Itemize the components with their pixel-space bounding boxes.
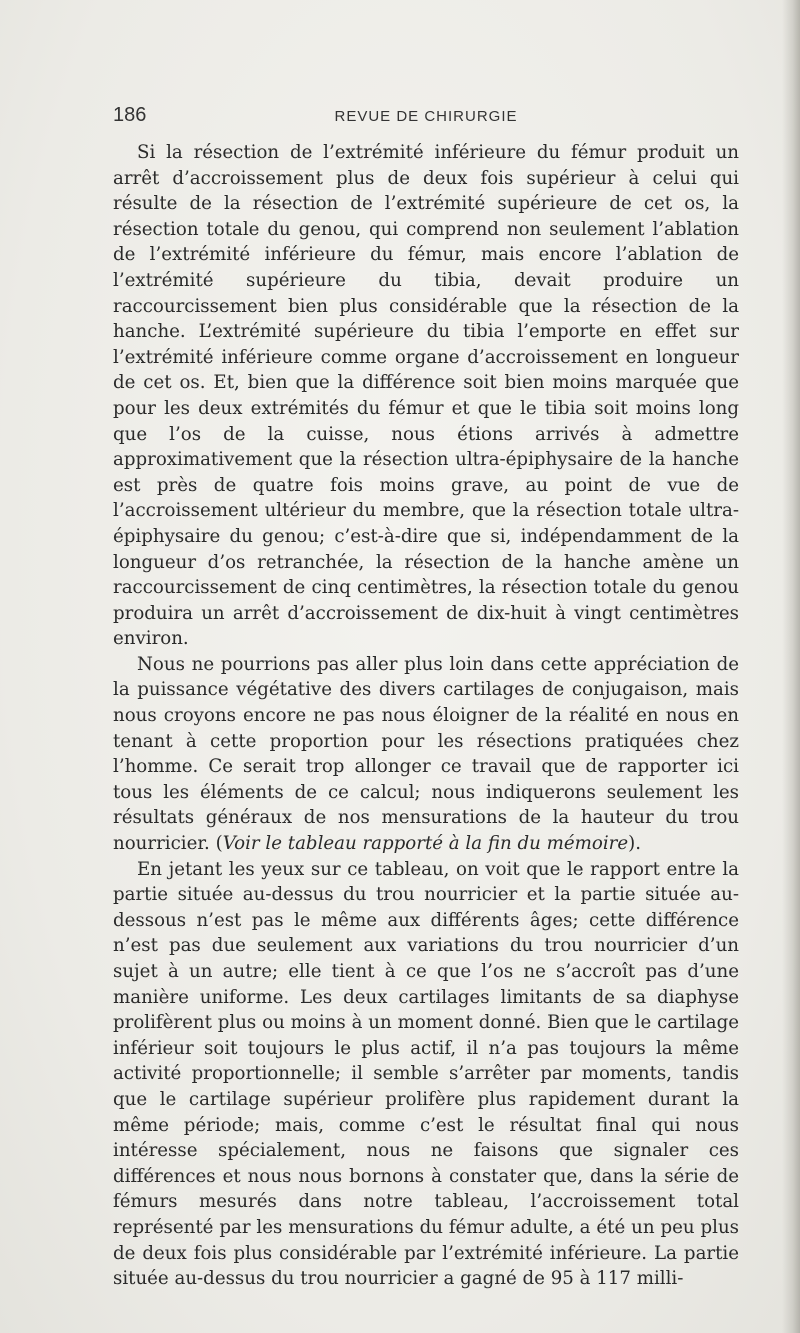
running-title: REVUE DE CHIRURGIE bbox=[334, 108, 518, 125]
table-reference: Voir le tableau rapporté à la fin du mémoire bbox=[222, 833, 629, 855]
page-number: 186 bbox=[113, 104, 147, 126]
paragraph-2-end: ). bbox=[628, 833, 642, 855]
body-text bbox=[113, 140, 739, 1292]
paragraph-2-text: Nous ne pourrions pas aller plus loin dans cette appréciation de la puissance végétative des divers cartilages de conjugaison, mais nous croyons encore ne pas nous éloigner de la réalité en nous en tenant à cette proportion pour les résections pratiquées chez l’homme. Ce serait trop allonger ce travail que de rapporter ici tous les éléments de ce calcul; nous indiquerons seulement les résultats généraux de nos mensurations de la hauteur du trou nourricier. ( bbox=[113, 653, 739, 855]
paragraph-2 bbox=[113, 652, 739, 857]
paragraph-3: En jetant les yeux sur ce tableau, on voit que le rapport entre la partie située au-dessus du trou nourricier et la partie située au-dessous n’est pas le même aux différents âges; cette différence n’est pas due seulement aux variations du trou nourricier d’un sujet à un autre; elle tient à ce que l’os ne s’accroît pas d’une manière uniforme. Les deux cartilages limitants de sa diaphyse prolifèrent plus ou moins à un moment donné. Bien que le cartilage inférieur soit toujours le plus actif, il n’a pas toujours la même activité proportionnelle; il semble s’arrêter par moments, tandis que le cartilage supérieur prolifère plus rapidement durant la même période; mais, comme c’est le résultat final qui nous intéresse spécialement, nous ne faisons que signaler ces différences et nous nous bornons à constater que, dans la série de fémurs mesurés dans notre tableau, l’accroissement total représenté par les mensurations du fémur adulte, a été un peu plus de deux fois plus considérable par l’extrémité inférieure. La partie située au-dessus du trou nourricier a gagné de 95 à 117 milli- bbox=[113, 858, 739, 1290]
paragraph-1: Si la résection de l’extrémité inférieure du fémur produit un arrêt d’accroissement plus de deux fois supérieur à celui qui résulte de la résection de l’extrémité supérieure de cet os, la résection totale du genou, qui comprend non seulement l’ablation de l’extrémité inférieure du fémur, mais encore l’ablation de l’extrémité supérieure du tibia, devait produire un raccourcissement bien plus considérable que la résection de la hanche. L’extrémité supérieure du tibia l’emporte en effet sur l’extrémité inférieure comme organe d’accroissement en longueur de cet os. Et, bien que la différence soit bien moins marquée que pour les deux extrémités du fémur et que le tibia soit moins long que l’os de la cuisse, nous étions arrivés à admettre approximativement que la résection ultra-épiphysaire de la hanche est près de quatre fois moins grave, au point de vue de l’accroissement ultérieur du membre, que la résection totale ultra-épiphysaire du genou; c’est-à-dire que si, indépendamment de la longueur d’os retranchée, la résection de la hanche amène un raccourcissement de cinq centimètres, la résection totale du genou produira un arrêt d’accroissement de dix-huit à vingt centimètres environ. bbox=[113, 142, 739, 650]
page-header bbox=[113, 102, 739, 130]
page-edge-shadow bbox=[782, 0, 800, 1333]
